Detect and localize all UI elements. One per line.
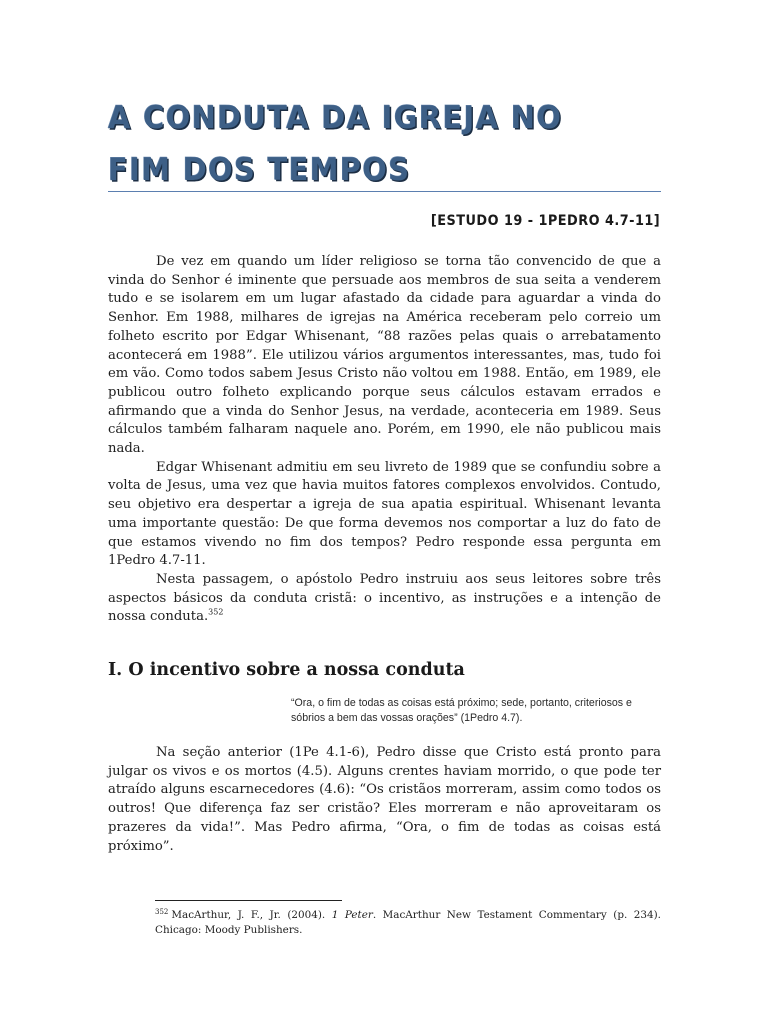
scripture-quote: “Ora, o fim de todas as coisas está próximo; sede, portanto, criteriosos e sóbrios a bem das vossas orações” (1Pedro 4.7).: [291, 697, 632, 724]
footnote-divider: [155, 900, 342, 901]
paragraph-3-text: Nesta passagem, o apóstolo Pedro instruiu aos seus leitores sobre três aspectos básicos da conduta cristã: o incentivo, as instruções e a intenção de nossa conduta.: [108, 571, 661, 625]
section-body: [108, 744, 661, 856]
paragraph-2: Edgar Whisenant admitiu em seu livreto de 1989 que se confundiu sobre a volta de Jesus, uma vez que havia muitos fatores complexos envolvidos. Contudo, seu objetivo era despertar a igreja de sua apatia espiritual. Whisenant levanta uma importante questão: De que forma devemos nos comportar a luz do fato de que estamos vivendo no fim dos tempos? Pedro responde essa pergunta em 1Pedro 4.7-11.: [108, 459, 661, 569]
paragraph-3: [108, 571, 661, 627]
footnote: [155, 908, 661, 938]
paragraph-1: De vez em quando um líder religioso se torna tão convencido de que a vinda do Senhor é iminente que persuade aos membros de sua seita a venderem tudo e se isolarem em um lugar afastado da cidade para aguardar a vinda do Senhor. Em 1988, milhares de igrejas na América receberam pelo correio um folheto escrito por Edgar Whisenant, “88 razões pelas quais o arrebatamento acontecerá em 1988”. Ele utilizou vários argumentos interessantes, mas, tudo foi em vão. Como todos sabem Jesus Cristo não voltou em 1988. Então, em 1989, ele publicou outro folheto explicando porque seus cálculos estavam errados e afirmando que a vinda do Senhor Jesus, na verdade, aconteceria em 1989. Seus cálculos também falharam naquele ano. Porém, em 1990, ele não publicou mais nada.: [108, 254, 661, 457]
footnote-book-title: 1 Peter: [331, 909, 373, 921]
study-reference: [ESTUDO 19 - 1PEDRO 4.7-11]: [430, 213, 660, 229]
intro-body: [108, 253, 661, 627]
section-paragraph: Na seção anterior (1Pe 4.1-6), Pedro disse que Cristo está pronto para julgar os vivos e os mortos (4.5). Alguns crentes haviam morrido, o que pode ter atraído alguns escarnecedores (4.6): “Os cristãos morreram, assim como todos os outros! Que diferença faz ser cristão? Eles morreram e não aproveitaram os prazeres da vida!”. Mas Pedro afirma, “Ora, o fim de todas as coisas está próximo”.: [108, 745, 661, 854]
footnote-details: . MacArthur New Testament Commentary (p. 234). Chicago: Moody Publishers.: [155, 909, 661, 936]
footnote-author: MacArthur, J. F., Jr. (2004).: [171, 909, 332, 921]
document-title: A CONDUTA DA IGREJA NO FIM DOS TEMPOS: [108, 100, 563, 188]
section-heading: I. O incentivo sobre a nossa conduta: [108, 660, 465, 680]
title-divider: [108, 191, 661, 192]
footnote-number: 352: [155, 907, 169, 916]
footnote-reference[interactable]: 352: [208, 607, 224, 617]
